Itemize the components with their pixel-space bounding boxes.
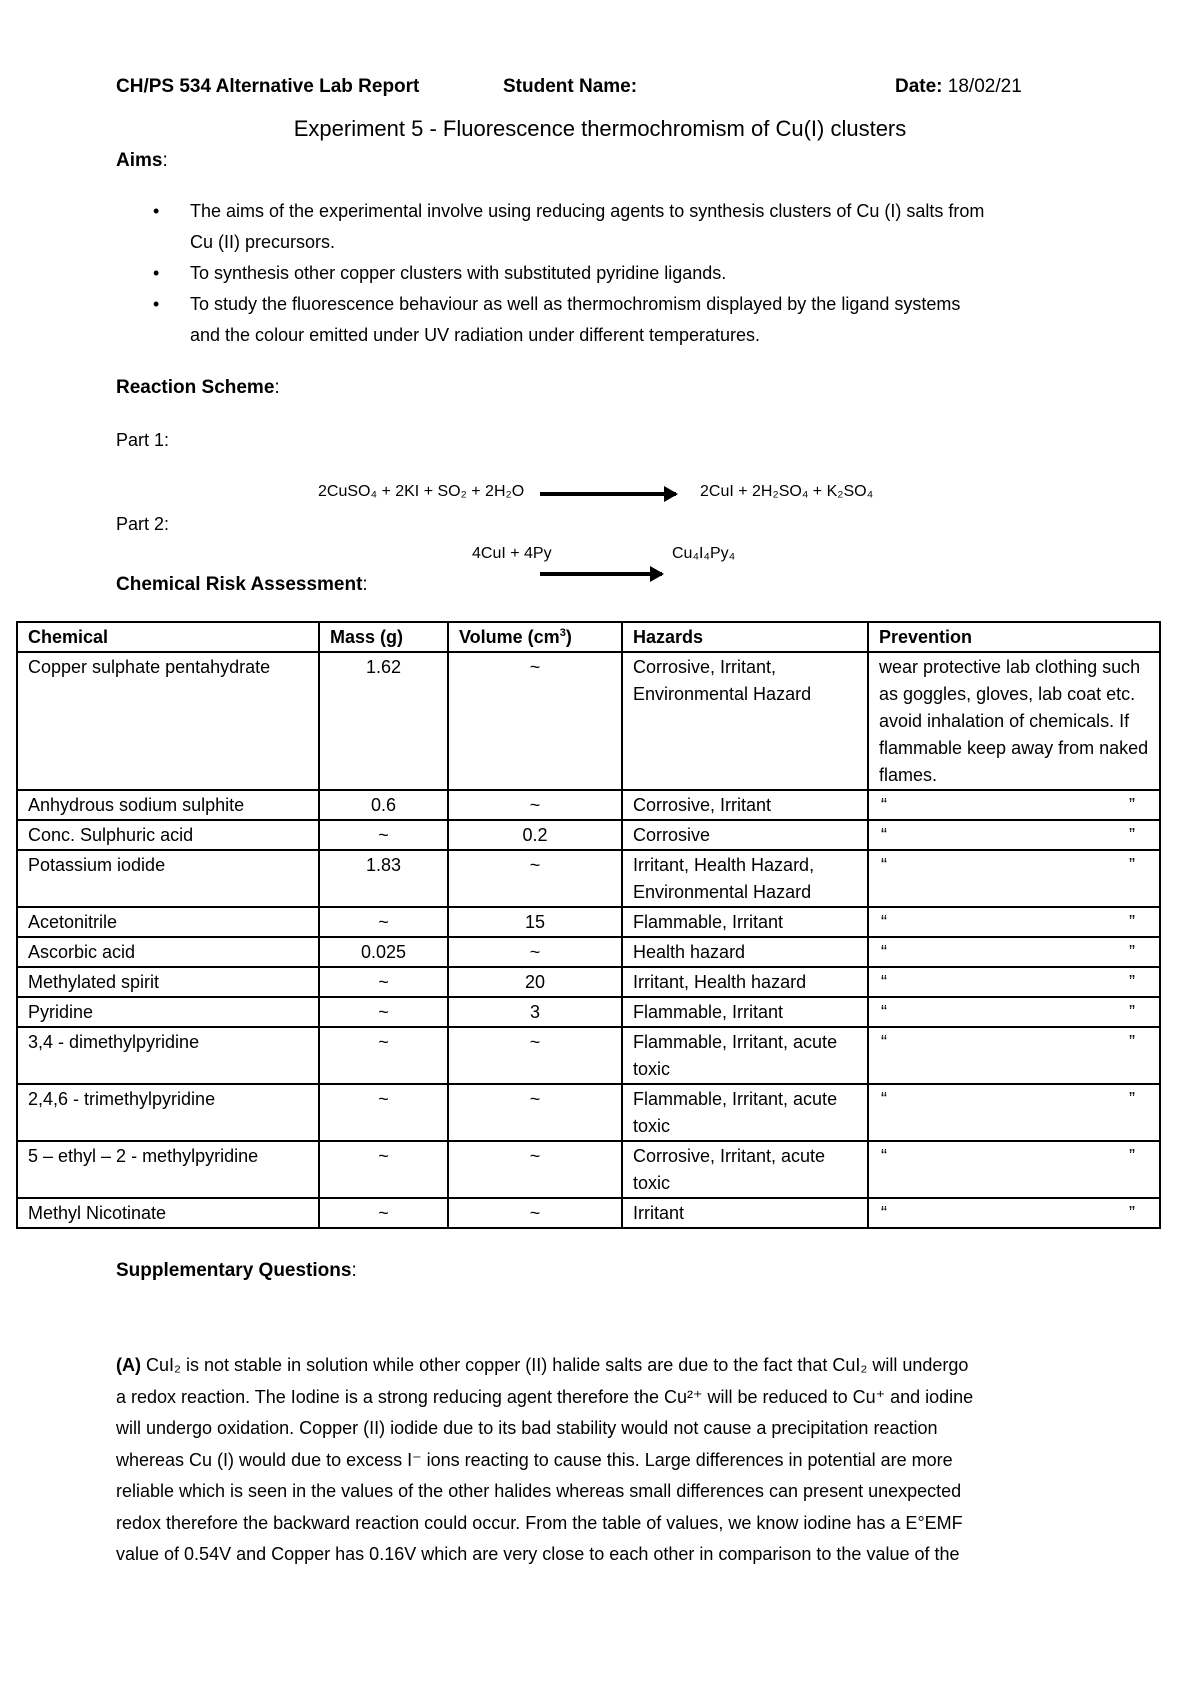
cell-prevention [868, 1084, 1160, 1141]
aims-item-text: and the colour emitted under UV radiation under different temperatures. [190, 325, 761, 345]
reaction-arrow-icon [540, 572, 662, 576]
cell-volume: 20 [448, 967, 622, 997]
ditto-close: ” [1129, 1203, 1135, 1223]
cell-prevention [868, 907, 1160, 937]
table-row [17, 907, 1160, 937]
question-label: (A) [116, 1355, 141, 1375]
col-header-volume [448, 622, 622, 652]
answer-line: will undergo oxidation. Copper (II) iodide due to its bad stability would not cause a precipitation reaction [116, 1418, 938, 1438]
cell-hazards: Irritant [622, 1198, 868, 1228]
aims-item-text: To study the fluorescence behaviour as well as thermochromism displayed by the ligand systems [190, 294, 961, 314]
ditto-marks [879, 1200, 1149, 1227]
reaction-scheme-heading: Reaction Scheme: [116, 377, 280, 398]
aims-heading-text: Aims [116, 150, 163, 171]
cell-mass: 0.025 [319, 937, 448, 967]
ditto-close: ” [1129, 1146, 1135, 1166]
table-row [17, 997, 1160, 1027]
answer-line-text: CuI₂ is not stable in solution while other copper (II) halide salts are due to the fact that CuI₂ will undergo [146, 1355, 969, 1375]
cell-mass: 0.6 [319, 790, 448, 820]
volume-header-text: Volume (cm [459, 627, 560, 647]
part2-label: Part 2: [116, 514, 170, 534]
supplementary-heading: Supplementary Questions: [116, 1260, 357, 1281]
aims-item-text: To synthesis other copper clusters with substituted pyridine ligands. [190, 263, 727, 283]
answer-line: a redox reaction. The Iodine is a strong reducing agent therefore the Cu²⁺ will be reduced to Cu⁺ and iodine [116, 1386, 974, 1407]
cell-chemical: Acetonitrile [17, 907, 319, 937]
ditto-open: “ [881, 795, 887, 815]
ditto-marks [879, 969, 1149, 996]
cell-volume: ~ [448, 1084, 622, 1141]
cell-chemical: Ascorbic acid [17, 937, 319, 967]
cell-volume: ~ [448, 937, 622, 967]
cell-prevention [868, 937, 1160, 967]
cell-mass: ~ [319, 1084, 448, 1141]
supplementary-answer [116, 1350, 1106, 1571]
aims-item [116, 289, 1116, 351]
ditto-marks [879, 822, 1149, 849]
cell-hazards: Flammable, Irritant, acute toxic [622, 1084, 868, 1141]
cell-prevention [868, 820, 1160, 850]
cell-hazards: Flammable, Irritant, acute toxic [622, 1027, 868, 1084]
part2-products: Cu₄I₄Py₄ [672, 545, 736, 562]
table-row [17, 850, 1160, 907]
ditto-marks [879, 1143, 1149, 1170]
cell-hazards: Corrosive, Irritant [622, 790, 868, 820]
ditto-open: “ [881, 972, 887, 992]
part1-label: Part 1: [116, 430, 170, 450]
ditto-open: “ [881, 855, 887, 875]
answer-line: redox therefore the backward reaction could occur. From the table of values, we know iodine has a E°EMF [116, 1512, 963, 1533]
col-header-mass: Mass (g) [319, 622, 448, 652]
ditto-marks [879, 909, 1149, 936]
cell-prevention [868, 1027, 1160, 1084]
ditto-close: ” [1129, 1089, 1135, 1109]
ditto-marks [879, 792, 1149, 819]
cell-volume: ~ [448, 1198, 622, 1228]
aims-item [116, 196, 1116, 258]
ditto-close: ” [1129, 1002, 1135, 1022]
cell-mass: ~ [319, 820, 448, 850]
ditto-marks [879, 1086, 1149, 1113]
cell-volume: 0.2 [448, 820, 622, 850]
risk-table [16, 621, 1161, 1229]
cell-hazards: Irritant, Health Hazard, Environmental Hazard [622, 850, 868, 907]
risk-assessment-heading: Chemical Risk Assessment: [116, 574, 368, 595]
col-header-chemical: Chemical [17, 622, 319, 652]
cell-mass: 1.62 [319, 652, 448, 790]
cell-prevention: wear protective lab clothing such as goggles, gloves, lab coat etc. avoid inhalation of chemicals. If flammable keep away from naked flames. [868, 652, 1160, 790]
part2-reactants: 4CuI + 4Py [472, 545, 552, 562]
cell-volume: ~ [448, 652, 622, 790]
ditto-open: “ [881, 1002, 887, 1022]
aims-item-text: Cu (II) precursors. [190, 232, 336, 252]
cell-chemical: Copper sulphate pentahydrate [17, 652, 319, 790]
volume-unit-sup: 3 [559, 627, 566, 639]
cell-hazards: Health hazard [622, 937, 868, 967]
cell-volume: ~ [448, 1027, 622, 1084]
ditto-open: “ [881, 1146, 887, 1166]
ditto-marks [879, 1029, 1149, 1056]
ditto-close: ” [1129, 795, 1135, 815]
ditto-close: ” [1129, 912, 1135, 932]
table-row [17, 937, 1160, 967]
aims-heading: Aims: [116, 150, 168, 171]
date-label: Date: [895, 76, 943, 97]
volume-header-close: ) [565, 627, 572, 647]
cell-mass: ~ [319, 1198, 448, 1228]
cell-volume: ~ [448, 790, 622, 820]
ditto-close: ” [1129, 972, 1135, 992]
cell-prevention [868, 1198, 1160, 1228]
cell-hazards: Flammable, Irritant [622, 997, 868, 1027]
cell-prevention [868, 967, 1160, 997]
ditto-open: “ [881, 1032, 887, 1052]
cell-mass: ~ [319, 1141, 448, 1198]
cell-volume: 15 [448, 907, 622, 937]
aims-item [116, 258, 1116, 289]
answer-line: value of 0.54V and Copper has 0.16V which are very close to each other in comparison to the value of the [116, 1544, 960, 1564]
cell-chemical: Pyridine [17, 997, 319, 1027]
student-name-label: Student Name: [503, 76, 638, 97]
supplementary-heading-text: Supplementary Questions [116, 1260, 352, 1281]
ditto-open: “ [881, 1089, 887, 1109]
ditto-open: “ [881, 1203, 887, 1223]
risk-heading-text: Chemical Risk Assessment [116, 574, 363, 595]
table-row [17, 1084, 1160, 1141]
col-header-hazards: Hazards [622, 622, 868, 652]
ditto-open: “ [881, 942, 887, 962]
cell-chemical: Methylated spirit [17, 967, 319, 997]
ditto-marks [879, 852, 1149, 879]
ditto-marks [879, 999, 1149, 1026]
cell-hazards: Irritant, Health hazard [622, 967, 868, 997]
ditto-open: “ [881, 825, 887, 845]
cell-hazards: Corrosive [622, 820, 868, 850]
cell-hazards: Corrosive, Irritant, acute toxic [622, 1141, 868, 1198]
cell-prevention [868, 997, 1160, 1027]
cell-chemical: 5 – ethyl – 2 - methylpyridine [17, 1141, 319, 1198]
cell-volume: 3 [448, 997, 622, 1027]
cell-chemical: Potassium iodide [17, 850, 319, 907]
part1-reactants: 2CuSO₄ + 2KI + SO₂ + 2H₂O [318, 483, 525, 500]
table-row [17, 820, 1160, 850]
ditto-open: “ [881, 912, 887, 932]
cell-chemical: 2,4,6 - trimethylpyridine [17, 1084, 319, 1141]
table-row [17, 1198, 1160, 1228]
cell-prevention [868, 850, 1160, 907]
cell-chemical: Anhydrous sodium sulphite [17, 790, 319, 820]
date-value: 18/02/21 [947, 76, 1022, 97]
course-title: CH/PS 534 Alternative Lab Report [116, 76, 420, 97]
col-header-prevention: Prevention [868, 622, 1160, 652]
aims-list [116, 196, 1116, 351]
cell-prevention [868, 790, 1160, 820]
date-field [895, 76, 1022, 98]
reaction-scheme-heading-text: Reaction Scheme [116, 377, 275, 398]
table-header-row [17, 622, 1160, 652]
page-title: Experiment 5 - Fluorescence thermochromism of Cu(I) clusters [293, 116, 907, 141]
ditto-close: ” [1129, 855, 1135, 875]
table-row [17, 652, 1160, 790]
aims-item-text: The aims of the experimental involve using reducing agents to synthesis clusters of Cu (I) salts from [190, 201, 985, 221]
ditto-marks [879, 939, 1149, 966]
cell-chemical: Methyl Nicotinate [17, 1198, 319, 1228]
cell-chemical: Conc. Sulphuric acid [17, 820, 319, 850]
ditto-close: ” [1129, 825, 1135, 845]
cell-prevention [868, 1141, 1160, 1198]
cell-chemical: 3,4 - dimethylpyridine [17, 1027, 319, 1084]
ditto-close: ” [1129, 942, 1135, 962]
table-row [17, 1141, 1160, 1198]
risk-table-body [17, 652, 1160, 1228]
cell-hazards: Flammable, Irritant [622, 907, 868, 937]
cell-mass: 1.83 [319, 850, 448, 907]
answer-line [116, 1350, 1106, 1382]
answer-line: whereas Cu (I) would due to excess I⁻ ions reacting to cause this. Large differences in potential are more [116, 1449, 953, 1470]
cell-mass: ~ [319, 1027, 448, 1084]
answer-line: reliable which is seen in the values of the other halides whereas small differences can present unexpected [116, 1481, 962, 1501]
table-row [17, 967, 1160, 997]
cell-mass: ~ [319, 907, 448, 937]
table-row [17, 1027, 1160, 1084]
cell-volume: ~ [448, 850, 622, 907]
cell-hazards: Corrosive, Irritant, Environmental Hazard [622, 652, 868, 790]
ditto-close: ” [1129, 1032, 1135, 1052]
reaction-arrow-icon [540, 492, 676, 496]
table-row [17, 790, 1160, 820]
cell-mass: ~ [319, 997, 448, 1027]
part1-products: 2CuI + 2H₂SO₄ + K₂SO₄ [700, 483, 874, 500]
cell-mass: ~ [319, 967, 448, 997]
cell-volume: ~ [448, 1141, 622, 1198]
